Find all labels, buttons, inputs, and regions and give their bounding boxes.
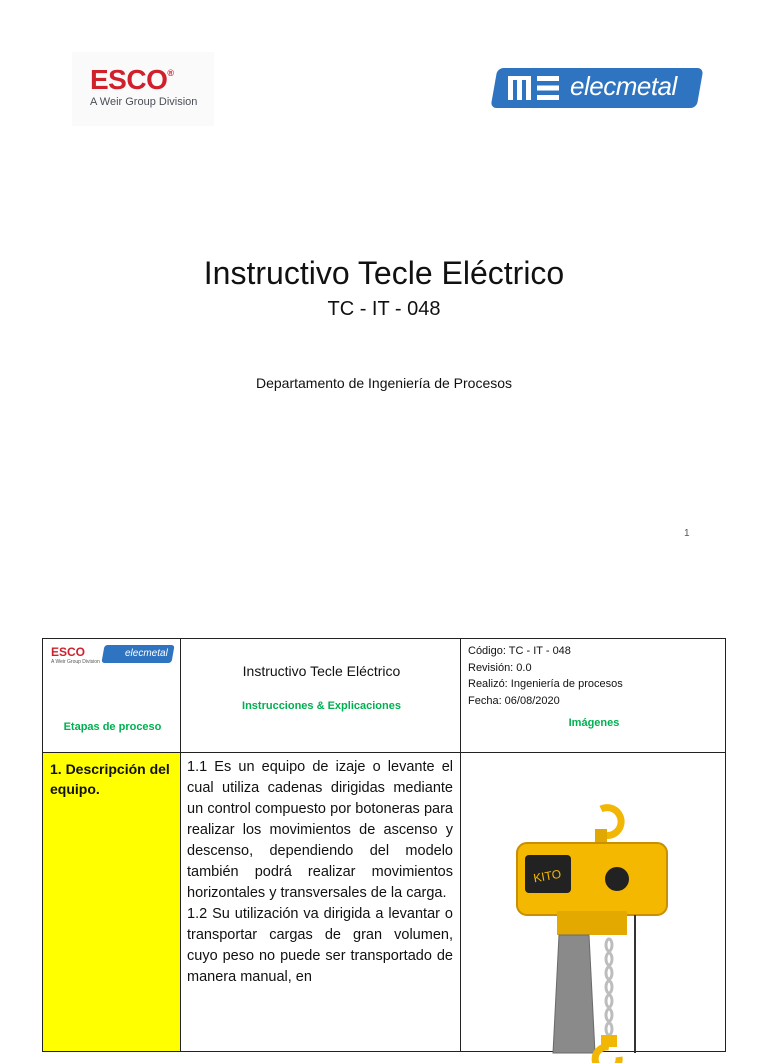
esco-logo-text: ESCO (90, 64, 168, 95)
mini-esco-logo: ESCO (51, 645, 86, 659)
header-meta-cell (460, 638, 726, 753)
mini-esco-tagline: A Weir Group Division (51, 659, 100, 665)
header-logos-cell (42, 638, 181, 753)
electric-hoist-image (497, 803, 677, 1063)
meta-revision: Revisión: 0.0 (468, 661, 532, 674)
header-title-cell (180, 638, 461, 753)
esco-logo-tagline: A Weir Group Division (90, 96, 198, 108)
image-cell (460, 752, 726, 1052)
instruction-table (42, 638, 726, 1038)
description-cell (180, 752, 461, 1052)
esco-logo: ESCO® A Weir Group Division (72, 52, 214, 126)
meta-date: Fecha: 06/08/2020 (468, 694, 560, 707)
table-subtitle: Instrucciones & Explicaciones (242, 700, 401, 712)
images-label: Imágenes (568, 717, 620, 729)
document-title: Instructivo Tecle Eléctrico (203, 255, 565, 291)
page-number: 1 (684, 528, 690, 539)
step-cell (42, 752, 181, 1052)
meta-author: Realizó: Ingeniería de procesos (468, 678, 623, 690)
elecmetal-logo (494, 68, 700, 110)
step-label: 1. Descripción del equipo. (50, 761, 170, 797)
table-title: Instructivo Tecle Eléctrico (242, 663, 401, 679)
document-code: TC - IT - 048 (327, 298, 441, 320)
description-paragraph-2: 1.2 Su utilización va dirigida a levantar o transportar cargas de gran volumen, cuyo peso no puede ser transportado de manera manual, en (187, 906, 453, 985)
elecmetal-mark-icon (504, 72, 564, 104)
svg-text:KITO: KITO (532, 866, 563, 886)
mini-elecmetal-logo: elecmetal (101, 645, 174, 663)
elecmetal-logo-text: elecmetal (570, 71, 677, 101)
stages-label: Etapas de proceso (63, 721, 162, 733)
description-paragraph-1: 1.1 Es un equipo de izaje o levante el cual utiliza cadenas dirigidas mediante un control compuesto por botoneras para realizar los movimientos de ascenso y descenso, dependiendo del modelo también podrá realizar movimientos horizontales y transversales de la carga. (187, 759, 453, 901)
meta-code: Código: TC - IT - 048 (468, 645, 571, 657)
department-name: Departamento de Ingeniería de Procesos (255, 375, 513, 391)
